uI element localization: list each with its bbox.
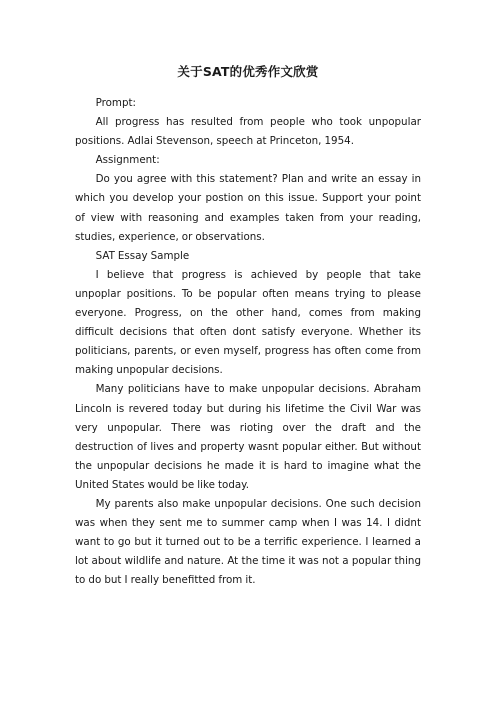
essay-paragraph-intro: I believe that progress is achieved by people that take unpoplar positions. To be popular often means trying to please everyone. Progress, on the other hand, comes from making difficult decisions that often dont satisfy everyone. Whether its politicians, parents, or even myself, progress has often come from making unpopular decisions. [75, 268, 421, 377]
prompt-heading: Prompt: [95, 97, 137, 109]
essay-paragraph-politicians: Many politicians have to make unpopular decisions. Abraham Lincoln is revered today but during his lifetime the Civil War was very unpopular. There was rioting over the draft and the destruction of lives and property wasnt popular either. But without the unpopular decisions he made it is hard to imagine what the United States would be like today. [75, 383, 421, 491]
essay-sample-heading: SAT Essay Sample [95, 249, 190, 262]
assignment-heading: Assignment: [95, 154, 160, 167]
essay-paragraph-parents: My parents also make unpopular decisions. One such decision was when they sent me to summer camp when I was 14. I didnt want to go but it turned out to be a terrific experience. I learned a lot about wildlife and nature. At the time it was not a popular thing to do but I really benefitted from it. [75, 497, 421, 587]
document-body [75, 94, 421, 590]
assignment-text: Do you agree with this statement? Plan and write an essay in which you develop your postion on this issue. Support your point of view with reasoning and examples taken from your reading, studies, experience, or observations. [75, 173, 421, 243]
prompt-text: All progress has resulted from people who took unpopular positions. Adlai Stevenson, speech at Princeton, 1954. [75, 116, 421, 148]
document-title: 关于SAT的优秀作文欣赏 [177, 64, 319, 79]
